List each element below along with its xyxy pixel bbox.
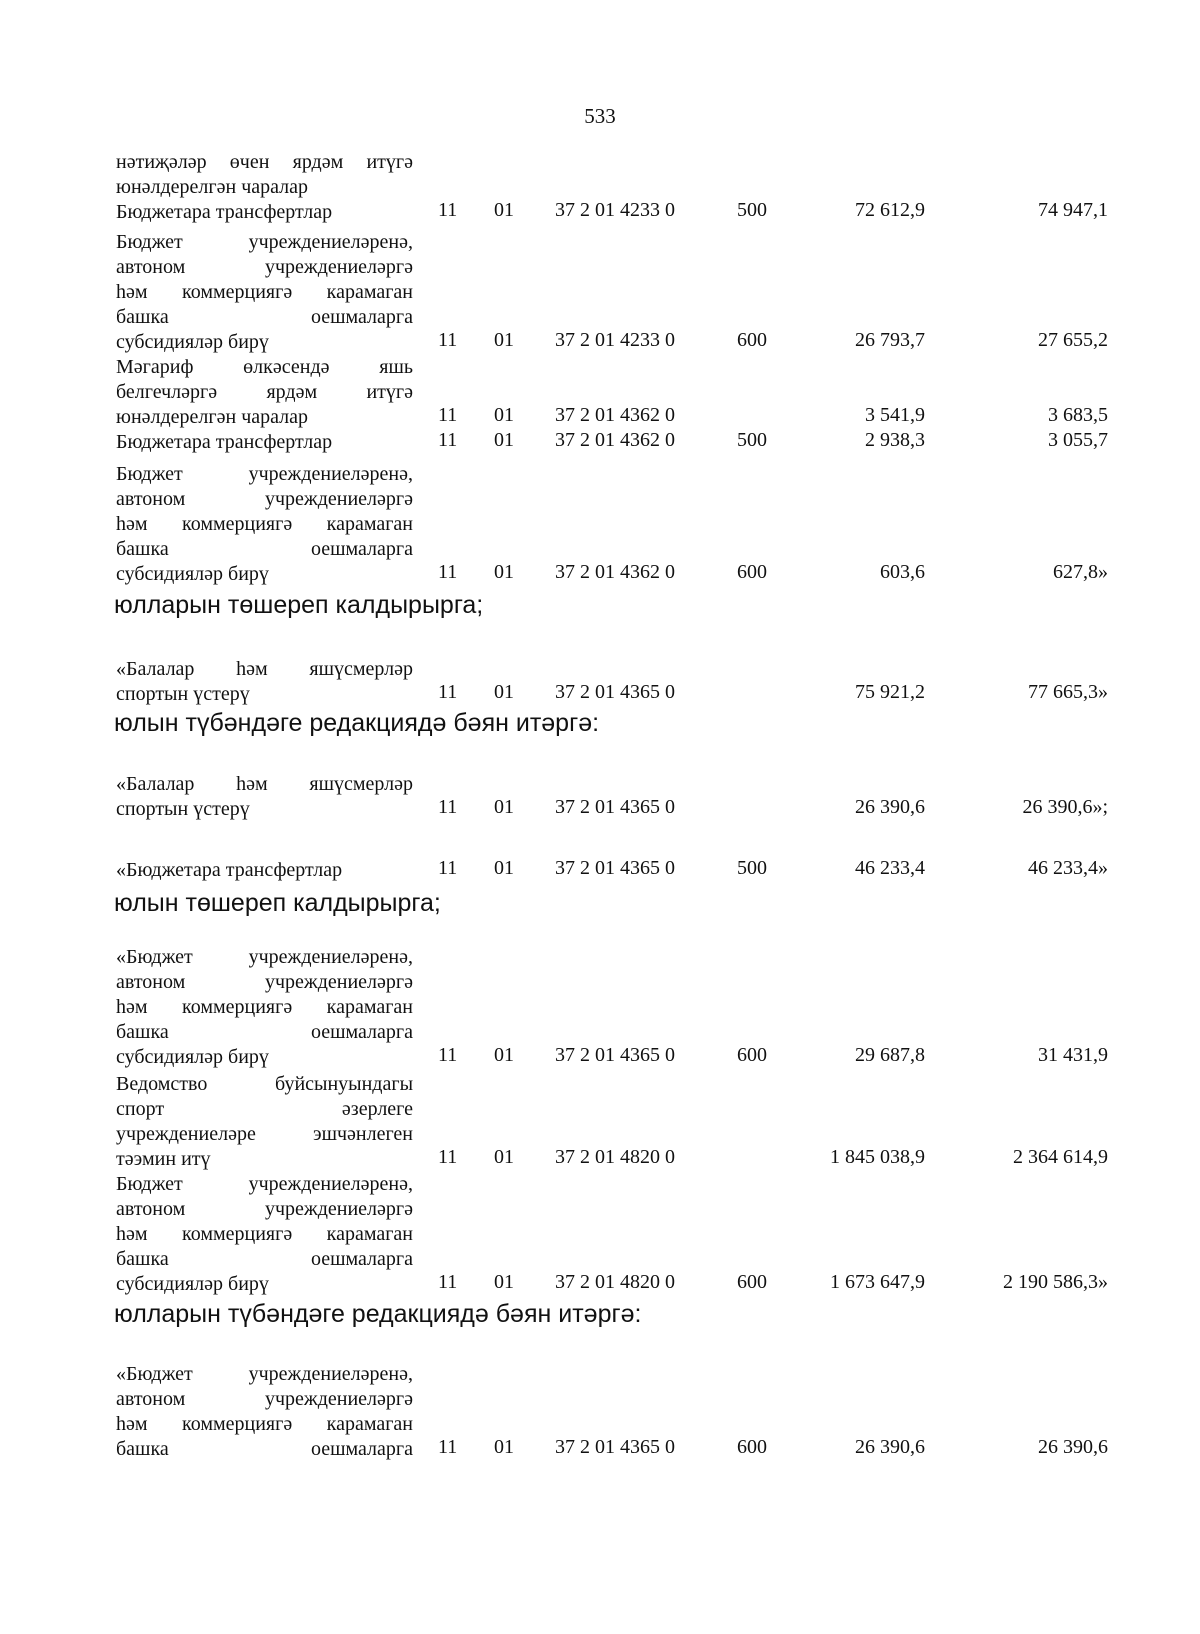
amount-year-2: 26 390,6	[1038, 1436, 1108, 1458]
subsection-code: 01	[494, 796, 514, 818]
section-code: 11	[438, 857, 458, 879]
amount-year-1: 1 673 647,9	[830, 1271, 925, 1293]
target-article-code: 37 2 01 4365 0	[555, 796, 675, 818]
row-label	[116, 1172, 413, 1297]
amount-year-1: 1 845 038,9	[830, 1146, 925, 1168]
amount-year-2: 3 055,7	[1048, 429, 1108, 451]
amount-year-1: 603,6	[880, 561, 925, 583]
table-row	[0, 945, 1200, 1070]
label-line: Ведомство буйсынуындагы	[116, 1073, 413, 1095]
label-line: юнәлдерелгән чаралар	[116, 406, 309, 428]
label-line: Бюджетара трансфертлар	[116, 431, 333, 453]
subsection-code: 01	[494, 857, 514, 879]
label-line: һәм коммерциягә карамаган	[116, 1223, 413, 1245]
row-label	[116, 200, 413, 225]
amount-year-2: 26 390,6»;	[1022, 796, 1108, 818]
amount-year-2: 46 233,4»	[1028, 857, 1108, 879]
section-code: 11	[438, 796, 458, 818]
label-line: «Бюджет учреждениеләренә,	[116, 946, 413, 968]
instruction-text: юлын түбәндәге редакциядә бәян итәргә:	[114, 709, 600, 737]
label-line: спортын үстерү	[116, 683, 250, 705]
label-line: «Бюджетара трансфертлар	[116, 859, 343, 881]
amount-year-2: 27 655,2	[1038, 329, 1108, 351]
section-code: 11	[438, 1146, 458, 1168]
subsection-code: 01	[494, 1146, 514, 1168]
section-code: 11	[438, 429, 458, 451]
subsection-code: 01	[494, 1436, 514, 1458]
section-code: 11	[438, 1271, 458, 1293]
label-line: «Балалар һәм яшүсмерләр	[116, 658, 413, 680]
label-line: автоном учреждениеләргә	[116, 971, 413, 993]
label-line: спорт әзерлеге	[116, 1098, 413, 1120]
expense-type-code: 600	[737, 1436, 767, 1458]
label-line: һәм коммерциягә карамаган	[116, 996, 413, 1018]
amount-year-1: 26 390,6	[855, 1436, 925, 1458]
label-line: автоном учреждениеләргә	[116, 1198, 413, 1220]
amount-year-2: 2 190 586,3»	[1003, 1271, 1108, 1293]
table-row	[0, 462, 1200, 587]
amount-year-1: 3 541,9	[865, 404, 925, 426]
label-line: субсидияләр бирү	[116, 563, 269, 585]
row-label	[116, 772, 413, 822]
section-code: 11	[438, 199, 458, 221]
label-line: учреждениеләре эшчәнлеген	[116, 1123, 413, 1145]
label-line: «Бюджет учреждениеләренә,	[116, 1363, 413, 1385]
amount-year-2: 3 683,5	[1048, 404, 1108, 426]
section-code: 11	[438, 1436, 458, 1458]
subsection-code: 01	[494, 561, 514, 583]
amount-year-1: 26 390,6	[855, 796, 925, 818]
expense-type-code: 600	[737, 1044, 767, 1066]
amount-year-2: 2 364 614,9	[1013, 1146, 1108, 1168]
subsection-code: 01	[494, 329, 514, 351]
amount-year-1: 75 921,2	[855, 681, 925, 703]
label-line: автоном учреждениеләргә	[116, 1388, 413, 1410]
target-article-code: 37 2 01 4233 0	[555, 199, 675, 221]
row-label	[116, 150, 413, 200]
label-line: башка оешмаларга	[116, 1438, 413, 1460]
amount-year-1: 46 233,4	[855, 857, 925, 879]
table-row	[0, 1172, 1200, 1297]
label-line: Бюджетара трансфертлар	[116, 201, 333, 223]
target-article-code: 37 2 01 4820 0	[555, 1146, 675, 1168]
target-article-code: 37 2 01 4362 0	[555, 561, 675, 583]
label-line: һәм коммерциягә карамаган	[116, 1413, 413, 1435]
target-article-code: 37 2 01 4362 0	[555, 429, 675, 451]
table-row	[0, 150, 1200, 200]
label-line: Бюджет учреждениеләренә,	[116, 463, 413, 485]
amount-year-1: 29 687,8	[855, 1044, 925, 1066]
label-line: «Балалар һәм яшүсмерләр	[116, 773, 413, 795]
expense-type-code: 600	[737, 329, 767, 351]
amount-year-2: 31 431,9	[1038, 1044, 1108, 1066]
table-row	[0, 230, 1200, 355]
label-line: автоном учреждениеләргә	[116, 256, 413, 278]
table-row	[0, 1362, 1200, 1462]
table-row	[0, 430, 1200, 455]
label-line: спортын үстерү	[116, 798, 250, 820]
target-article-code: 37 2 01 4233 0	[555, 329, 675, 351]
row-label	[116, 230, 413, 355]
section-code: 11	[438, 561, 458, 583]
page-number: 533	[584, 104, 616, 128]
label-line: Мәгариф өлкәсендә яшь	[116, 356, 413, 378]
target-article-code: 37 2 01 4365 0	[555, 681, 675, 703]
row-label	[116, 945, 413, 1070]
label-line: субсидияләр бирү	[116, 1273, 269, 1295]
label-line: башка оешмаларга	[116, 1021, 413, 1043]
target-article-code: 37 2 01 4362 0	[555, 404, 675, 426]
instruction-text: юлларын түбәндәге редакциядә бәян итәргә:	[114, 1300, 642, 1328]
target-article-code: 37 2 01 4365 0	[555, 1044, 675, 1066]
subsection-code: 01	[494, 1044, 514, 1066]
table-row	[0, 657, 1200, 707]
amount-year-2: 77 665,3»	[1028, 681, 1108, 703]
expense-type-code: 500	[737, 199, 767, 221]
subsection-code: 01	[494, 1271, 514, 1293]
label-line: белгечләргә ярдәм итүгә	[116, 381, 413, 403]
table-row	[0, 355, 1200, 430]
label-line: башка оешмаларга	[116, 1248, 413, 1270]
instruction-text: юлларын төшереп калдырырга;	[114, 591, 484, 619]
section-code: 11	[438, 329, 458, 351]
row-label	[116, 355, 413, 430]
table-row	[0, 1072, 1200, 1172]
amount-year-2: 627,8»	[1053, 561, 1108, 583]
label-line: субсидияләр бирү	[116, 1046, 269, 1068]
expense-type-code: 500	[737, 429, 767, 451]
label-line: юнәлдерелгән чаралар	[116, 176, 309, 198]
label-line: автоном учреждениеләргә	[116, 488, 413, 510]
target-article-code: 37 2 01 4365 0	[555, 1436, 675, 1458]
subsection-code: 01	[494, 404, 514, 426]
row-label	[116, 1362, 413, 1462]
label-line: тәэмин итү	[116, 1148, 211, 1170]
amount-year-1: 72 612,9	[855, 199, 925, 221]
target-article-code: 37 2 01 4820 0	[555, 1271, 675, 1293]
section-code: 11	[438, 1044, 458, 1066]
label-line: Бюджет учреждениеләренә,	[116, 231, 413, 253]
subsection-code: 01	[494, 199, 514, 221]
table-row	[0, 772, 1200, 822]
table-row	[0, 858, 1200, 883]
subsection-code: 01	[494, 681, 514, 703]
table-row	[0, 200, 1200, 225]
row-label	[116, 1072, 413, 1172]
label-line: субсидияләр бирү	[116, 331, 269, 353]
label-line: һәм коммерциягә карамаган	[116, 513, 413, 535]
label-line: башка оешмаларга	[116, 306, 413, 328]
row-label	[116, 462, 413, 587]
amount-year-2: 74 947,1	[1038, 199, 1108, 221]
amount-year-1: 2 938,3	[865, 429, 925, 451]
target-article-code: 37 2 01 4365 0	[555, 857, 675, 879]
row-label	[116, 430, 413, 455]
label-line: һәм коммерциягә карамаган	[116, 281, 413, 303]
expense-type-code: 500	[737, 857, 767, 879]
label-line: нәтиҗәләр өчен ярдәм итүгә	[116, 151, 413, 173]
subsection-code: 01	[494, 429, 514, 451]
label-line: башка оешмаларга	[116, 538, 413, 560]
amount-year-1: 26 793,7	[855, 329, 925, 351]
expense-type-code: 600	[737, 1271, 767, 1293]
expense-type-code: 600	[737, 561, 767, 583]
row-label	[116, 657, 413, 707]
section-code: 11	[438, 404, 458, 426]
instruction-text: юлын төшереп калдырырга;	[114, 889, 441, 917]
label-line: Бюджет учреждениеләренә,	[116, 1173, 413, 1195]
section-code: 11	[438, 681, 458, 703]
row-label	[116, 858, 413, 883]
